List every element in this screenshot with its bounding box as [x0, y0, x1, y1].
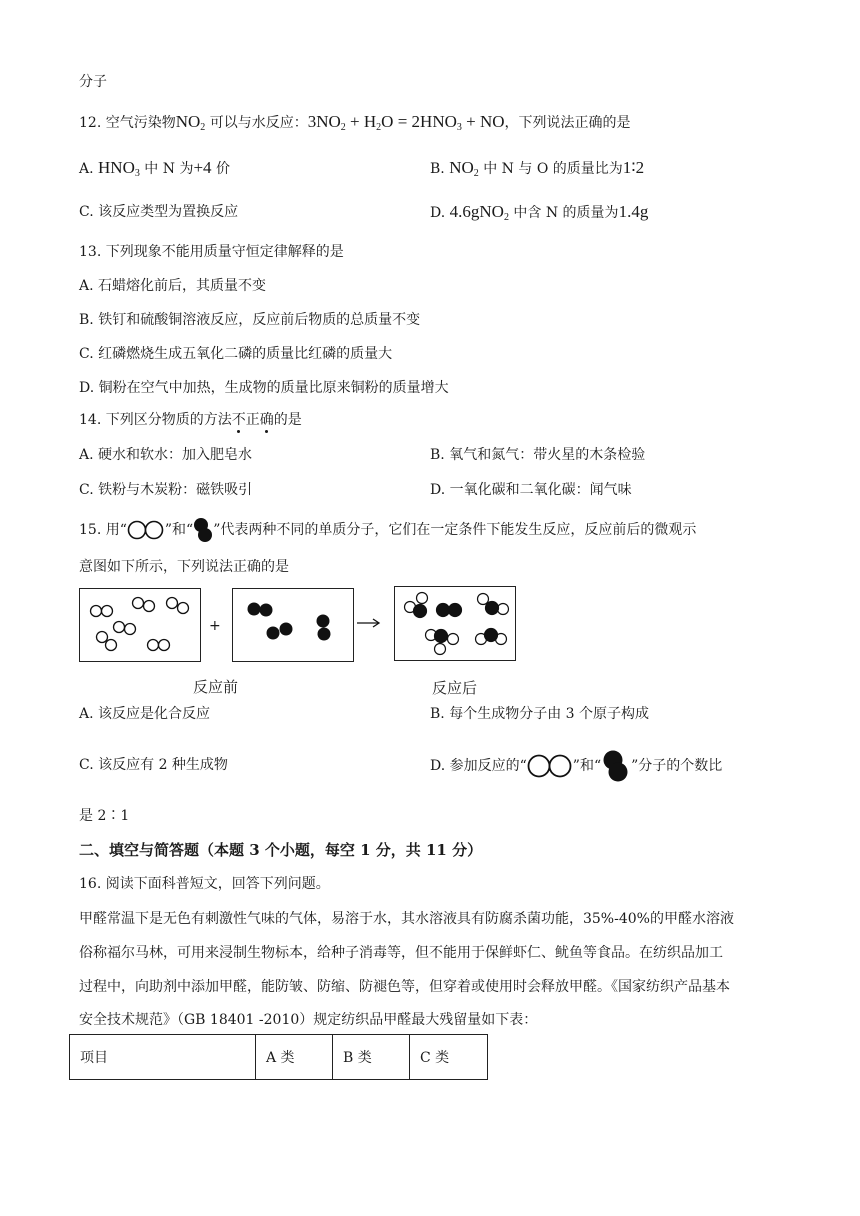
q15-stem-line2: 意图如下所示，下列说法正确的是: [79, 559, 289, 575]
table-header-row: [70, 1035, 488, 1080]
q12-equation: $3NO_2 + H_2O = 2HNO_3$ + NO: [307, 112, 505, 133]
emphasis-dot: 不: [231, 412, 246, 428]
hollow-molecule-icon: [127, 520, 165, 540]
q12-option-a: A. $HNO_3$ 中 N 为+4 价: [79, 158, 231, 179]
q14-option-c: C. 铁粉与木炭粉：磁铁吸引: [79, 482, 253, 498]
q13-stem: 13. 下列现象不能用质量守恒定律解释的是: [79, 244, 344, 260]
formaldehyde-limit-table: [69, 1034, 488, 1080]
table-header-cell: B 类: [333, 1035, 410, 1080]
table-header-cell: 项目: [70, 1035, 256, 1080]
continued-text: 分子: [79, 74, 107, 90]
q13-option-c: C. 红磷燃烧生成五氧化二磷的质量比红磷的质量大: [79, 346, 393, 362]
solid-molecules-group: [233, 589, 353, 661]
q15-option-a: A. 该反应是化合反应: [79, 706, 211, 722]
q14-option-b: B. 氧气和氮气：带火星的木条检验: [430, 447, 646, 463]
q16-paragraph-line-1: 甲醛常温下是无色有刺激性气味的气体，易溶于水，其水溶液具有防腐杀菌功能，35%-40%的甲醛水溶液: [79, 911, 734, 927]
q15-stem: 15. 用“ ”和“ ”代表两种不同的单质分子，它们在一定条件下能发生反应，反应前后的微观示: [79, 517, 696, 543]
q16-paragraph-line-3: 过程中，向助剂中添加甲醛，能防皱、防缩、防褪色等，但穿着或使用时会释放甲醛。《国家纺织产品基本: [79, 979, 730, 995]
q14-stem: 14. 下列区分物质的方法不正确的是: [79, 412, 302, 428]
q15-option-d-continued: 是 2∶1: [79, 808, 130, 824]
before-box-hollow: [79, 588, 201, 662]
hollow-molecule-icon: [527, 754, 573, 778]
q15-option-d: D. 参加反应的“ ”和“ ”分子的个数比: [430, 750, 722, 782]
q14-option-d: D. 一氧化碳和二氧化碳：闻气味: [430, 482, 632, 498]
solid-molecule-icon: [193, 517, 213, 543]
q13-option-b: B. 铁钉和硫酸铜溶液反应，反应前后物质的总质量不变: [79, 312, 421, 328]
before-box-solid: [232, 588, 354, 662]
q15-option-c: C. 该反应有 2 种生成物: [79, 757, 228, 773]
q16-stem: 16. 阅读下面科普短文，回答下列问题。: [79, 876, 330, 892]
product-molecules-group: [395, 587, 515, 660]
q13-option-d: D. 铜粉在空气中加热，生成物的质量比原来铜粉的质量增大: [79, 380, 449, 396]
q14-option-a: A. 硬水和软水：加入肥皂水: [79, 447, 253, 463]
table-header-cell: A 类: [256, 1035, 333, 1080]
emphasis-dot: 确: [259, 412, 274, 428]
q13-option-a: A. 石蜡熔化前后，其质量不变: [79, 278, 267, 294]
q16-paragraph-line-4: 安全技术规范》（GB 18401 -2010）规定纺织品甲醛最大残留量如下表：: [79, 1012, 538, 1028]
after-box: [394, 586, 516, 661]
solid-molecule-icon: [601, 750, 631, 782]
q12-option-b: B. $NO_2$ 中 N 与 O 的质量比为1∶2: [430, 158, 645, 179]
q12-option-c: C. 该反应类型为置换反应: [79, 204, 239, 220]
hollow-molecules-group: [80, 589, 200, 661]
section-heading: 二、填空与简答题（本题 3 个小题，每空 1 分，共 11 分）: [79, 841, 483, 859]
q15-option-b: B. 每个生成物分子由 3 个原子构成: [430, 706, 649, 722]
caption-before-reaction: 反应前: [193, 678, 239, 696]
q16-paragraph-line-2: 俗称福尔马林，可用来浸制生物标本，给种子消毒等，但不能用于保鲜虾仁、鱿鱼等食品。在纺织品加工: [79, 945, 723, 961]
table-header-cell: C 类: [410, 1035, 488, 1080]
plus-sign: +: [209, 618, 221, 634]
caption-after-reaction: 反应后: [432, 679, 478, 697]
q12-stem: 12. 空气污染物$NO_2$ 可以与水反应：$3NO_2 + H_2O = 2HNO_3$ + NO，下列说法正确的是: [79, 112, 631, 133]
right-arrow-icon: [356, 617, 382, 629]
q12-option-d: D. 4.6gNO$_2$ 中含 N 的质量为1.4g: [430, 202, 649, 223]
